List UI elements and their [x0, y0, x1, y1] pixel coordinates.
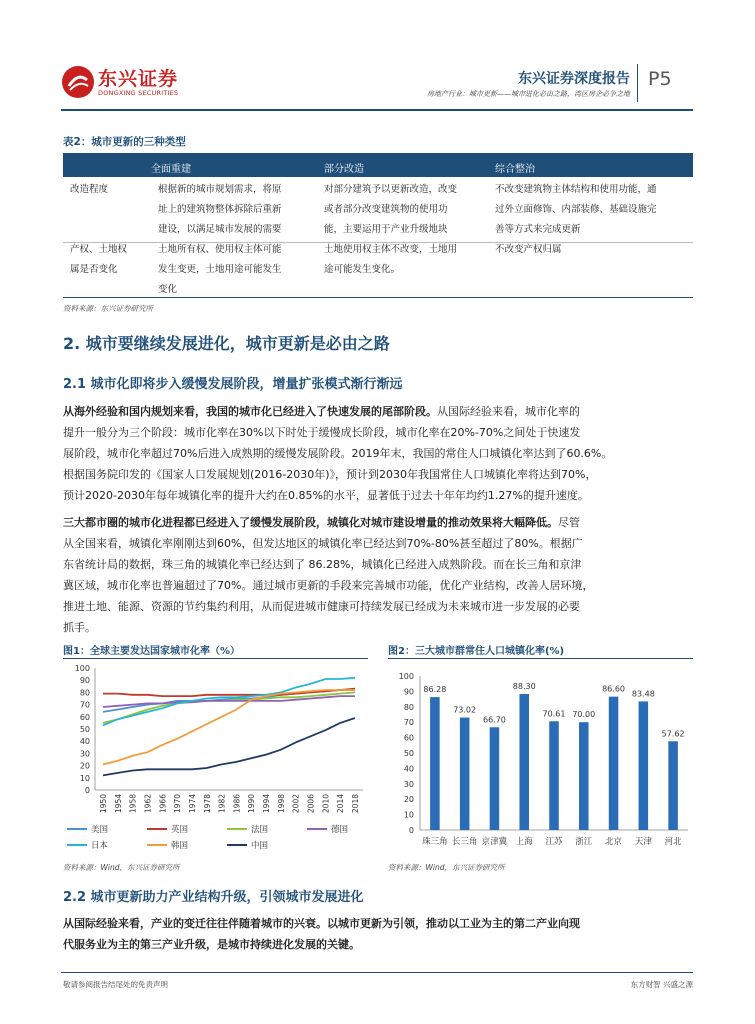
- y-tick-label: 50: [79, 725, 90, 734]
- y-tick-label: 60: [79, 712, 90, 722]
- x-tick-label: 北京: [605, 837, 623, 847]
- bar-北京: [609, 697, 619, 830]
- table-header-cell: 部分改造: [324, 164, 364, 175]
- table-cell: 土地使用权主体不改变，土地用 途可能发生变化。: [324, 244, 458, 275]
- x-tick-label: 珠三角: [422, 837, 448, 847]
- paragraph-2: 三大都市圈的城市化进程都已经进入了缓慢发展阶段，城镇化对城市建设增量的推动效果将大幅降低。尽管 从全国来看，城镇化率刚刚达到60%，但发达地区的城镇化率已经达到70%-80%甚至超过了80%。根据广 东省统计局的数据，珠三角的城镇化率已经达到了 86.28%，城镇化已经进入成熟阶段。而在长三角和京津 冀区域，城市化率也普遍超过了70%。通过城市更新的手段来完善城市功能，优化产业结构，改善人居环境， 推进土地、能源、资源的节约集约利用，从而促进城市健康可持续发展已经成为未来城市进一步发展的必要 抓手。: [63, 516, 594, 634]
- table-header-cell: 综合整治: [495, 164, 535, 175]
- footer-disclaimer: 敬请参阅报告结尾处的免责声明: [63, 980, 168, 989]
- x-tick-label: 2010: [321, 794, 331, 814]
- bar-江苏: [549, 721, 559, 830]
- y-tick-label: 70: [403, 718, 414, 728]
- logo-subtext: DONGXING SECURITIES: [98, 89, 179, 97]
- table-cell: 根据新的城市规划需求，将原 址上的建筑物整体拆除后重新 建设，以满足城市发展的需要: [158, 184, 282, 235]
- header-rule: [61, 109, 693, 111]
- y-tick-label: 100: [74, 664, 90, 673]
- bar-天津: [639, 701, 649, 830]
- report-title: 东兴证券深度报告: [518, 71, 630, 87]
- table-bottom-rule: [63, 297, 693, 298]
- table-cell: 土地所有权、使用权主体可能 发生变更，土地用途可能发生 变化: [158, 244, 282, 295]
- legend-label: 法国: [251, 825, 269, 835]
- bar-value-label: 83.48: [631, 689, 655, 699]
- figure1-rule: [63, 658, 368, 659]
- bar-value-label: 70.61: [542, 709, 566, 719]
- x-tick-label: 2002: [291, 794, 301, 814]
- footer-rule: [61, 972, 693, 973]
- figure1-caption: 图1：全球主要发达国家城市化率（%）: [63, 646, 240, 657]
- x-tick-label: 京津冀: [481, 837, 508, 847]
- y-tick-label: 10: [79, 773, 90, 783]
- y-tick-label: 40: [403, 764, 414, 774]
- bar-value-label: 73.02: [453, 705, 477, 715]
- y-tick-label: 30: [403, 779, 414, 789]
- x-tick-label: 2014: [336, 794, 346, 814]
- x-tick-label: 1954: [113, 794, 123, 814]
- page-number: P5: [648, 68, 672, 90]
- x-tick-label: 1962: [143, 794, 153, 814]
- legend-label: 美国: [91, 825, 109, 835]
- y-tick-label: 90: [403, 687, 414, 697]
- y-tick-label: 20: [403, 795, 414, 805]
- figure2-rule: [388, 658, 693, 659]
- y-tick-label: 50: [403, 749, 414, 758]
- y-tick-label: 20: [79, 761, 90, 771]
- table-row-label: 改造程度: [70, 184, 109, 195]
- x-tick-label: 1994: [262, 794, 272, 814]
- x-tick-label: 1998: [276, 794, 286, 814]
- figure1-line-chart: [63, 660, 368, 860]
- bar-value-label: 88.30: [512, 682, 536, 692]
- x-tick-label: 天津: [634, 837, 652, 847]
- y-tick-label: 70: [79, 700, 90, 710]
- legend-label: 日本: [91, 841, 109, 851]
- footer-slogan: 东方财智 兴盛之源: [630, 980, 693, 989]
- header-divider: [637, 64, 638, 102]
- report-subtitle: 房地产行业：城市更新——城市进化必由之路，湾区房企必争之地: [427, 90, 630, 98]
- paragraph-1: 从海外经验和国内规划来看，我国的城市化已经进入了快速发展的尾部阶段。从国际经验来看，城市化率的 提升一般分为三个阶段：城市化率在30%以下时处于缓慢成长阶段，城市化率在20%-70%之间处于快速发 展阶段，城市化率超过70%后进入成熟期的缓慢发展阶段。2019年末，我国的常住人口城镇化率达到了60.6%。 根据国务院印发的《国家人口发展规划(2016-2030年)》，预计到2030年我国常住人口城镇化率将达到70%， 预计2020-2030年每年城镇化率的提升大约在0.85%的水平，显著低于过去十年年均约1.27%的提升速度。: [63, 405, 613, 502]
- y-tick-label: 30: [79, 749, 90, 759]
- x-tick-label: 1982: [217, 794, 227, 814]
- subsection-heading: 2.1 城市化即将步入缓慢发展阶段，增量扩张模式渐行渐远: [63, 377, 403, 392]
- y-tick-label: 40: [79, 737, 90, 747]
- y-tick-label: 100: [398, 672, 414, 681]
- logo-text: 东兴证券: [98, 68, 179, 90]
- table-header: [63, 153, 693, 177]
- bar-value-label: 66.70: [482, 715, 506, 725]
- bar-value-label: 86.28: [423, 685, 447, 695]
- table-caption: 表2：城市更新的三种类型: [63, 136, 186, 148]
- bar-长三角: [460, 718, 470, 830]
- bar-value-label: 70.00: [572, 710, 596, 720]
- paragraph-3: 从国际经验来看，产业的变迁往往伴随着城市的兴衰。以城市更新为引领，推动以工业为主的第二产业向现 代服务业为主的第三产业升级，是城市持续进化发展的关键。: [63, 917, 580, 951]
- subsection-heading: 2.2 城市更新助力产业结构升级，引领城市发展进化: [63, 890, 364, 905]
- figure1-source: 资料来源：Wind，东兴证券研究所: [63, 863, 180, 872]
- section-heading: 2. 城市要继续发展进化，城市更新是必由之路: [63, 334, 390, 353]
- x-tick-label: 2006: [306, 794, 316, 814]
- x-tick-label: 1950: [99, 794, 108, 814]
- x-tick-label: 长三角: [451, 837, 478, 847]
- y-tick-label: 80: [79, 688, 90, 698]
- x-tick-label: 上海: [515, 837, 533, 847]
- y-tick-label: 0: [408, 826, 414, 835]
- table-header-cell: 全面重建: [151, 164, 191, 175]
- y-tick-label: 60: [403, 733, 414, 743]
- bar-京津冀: [490, 727, 500, 830]
- legend-label: 中国: [251, 841, 269, 851]
- bar-河北: [668, 741, 678, 830]
- x-tick-label: 江苏: [545, 837, 563, 847]
- series-line-中国: [103, 718, 355, 775]
- x-tick-label: 河北: [664, 837, 682, 847]
- bar-上海: [519, 694, 529, 830]
- x-tick-label: 1986: [232, 794, 242, 814]
- y-tick-label: 80: [403, 702, 414, 712]
- x-tick-label: 1978: [202, 794, 212, 814]
- x-tick-label: 2018: [351, 794, 360, 814]
- y-tick-label: 90: [79, 676, 90, 686]
- legend-label: 韩国: [171, 841, 189, 851]
- x-tick-label: 1974: [187, 794, 197, 814]
- bar-value-label: 57.62: [661, 729, 685, 739]
- x-tick-label: 浙江: [575, 837, 593, 847]
- bar-浙江: [579, 722, 589, 830]
- logo-icon: [62, 66, 94, 98]
- x-tick-label: 1970: [173, 794, 183, 814]
- legend-label: 英国: [171, 825, 189, 835]
- table-cell: 对部分建筑予以更新改造，改变 或者部分改变建筑物的使用功 能，主要运用于产业升级地块: [324, 184, 458, 235]
- table-cell: 不改变产权归属: [495, 244, 562, 255]
- y-tick-label: 10: [403, 810, 414, 820]
- bar-value-label: 86.60: [602, 684, 626, 694]
- figure2-caption: 图2：三大城市群常住人口城镇化率(%): [388, 646, 565, 657]
- x-tick-label: 1958: [128, 794, 138, 814]
- x-tick-label: 1966: [158, 794, 168, 814]
- legend-label: 德国: [331, 825, 349, 835]
- table-row-label: 产权、土地权 属是否变化: [70, 244, 128, 275]
- table-cell: 不改变建筑物主体结构和使用功能，通 过外立面修饰、内部装修、基础设施完 善等方式来完成更新: [495, 184, 657, 235]
- x-tick-label: 1990: [247, 794, 257, 814]
- y-tick-label: 0: [84, 786, 90, 795]
- table-source: 资料来源：东兴证券研究所: [63, 304, 153, 313]
- figure2-source: 资料来源：Wind，东兴证券研究所: [388, 863, 505, 872]
- figure2-bar-chart: [388, 660, 693, 860]
- bar-珠三角: [430, 697, 440, 830]
